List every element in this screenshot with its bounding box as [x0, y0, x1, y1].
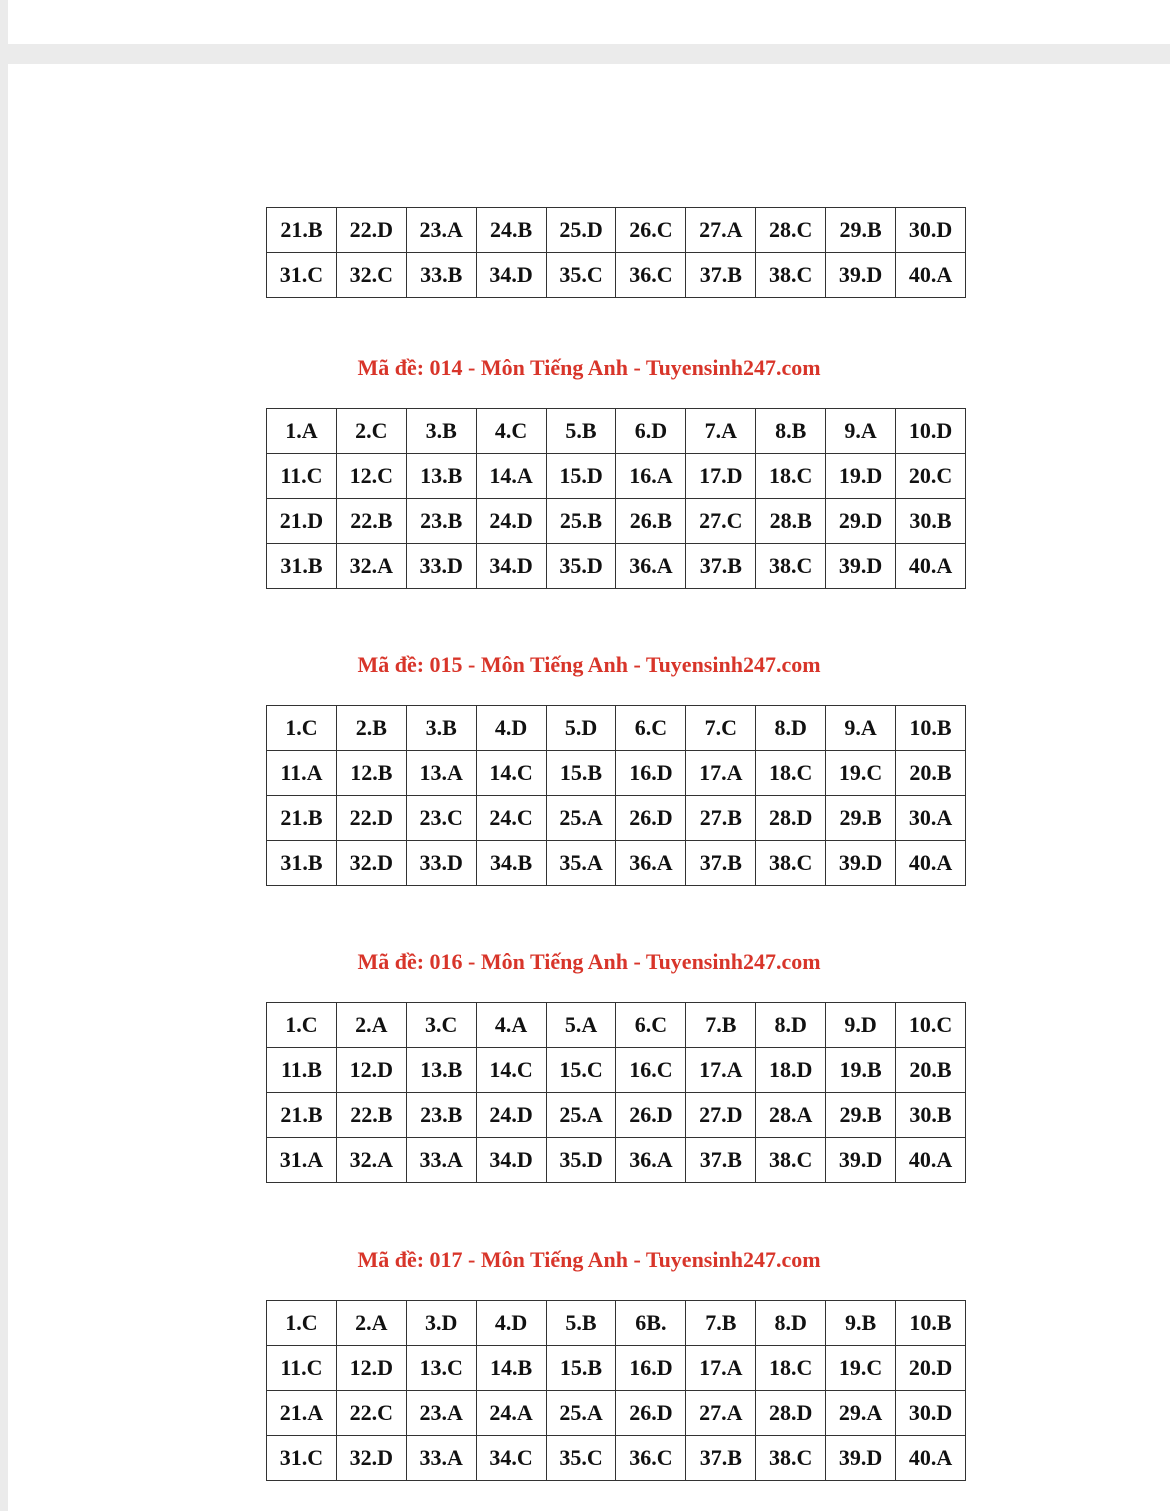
answer-cell: 4.C — [476, 409, 546, 454]
answer-cell: 13.C — [406, 1346, 476, 1391]
answer-cell: 37.B — [686, 1436, 756, 1481]
answer-cell: 11.A — [267, 751, 337, 796]
answer-cell: 40.A — [896, 1436, 966, 1481]
answer-cell: 14.C — [476, 1048, 546, 1093]
answer-row — [267, 544, 966, 589]
answer-cell: 10.D — [896, 409, 966, 454]
answer-key-heading: Mã đề: 014 - Môn Tiếng Anh - Tuyensinh247.com — [357, 355, 821, 380]
answer-cell: 34.D — [476, 1138, 546, 1183]
answer-key-heading: Mã đề: 016 - Môn Tiếng Anh - Tuyensinh247.com — [357, 949, 821, 974]
answer-cell: 37.B — [686, 253, 756, 298]
answer-cell: 34.B — [476, 841, 546, 886]
answer-cell: 29.B — [826, 796, 896, 841]
answer-cell: 7.B — [686, 1003, 756, 1048]
answer-cell: 15.C — [546, 1048, 616, 1093]
answer-cell: 3.C — [406, 1003, 476, 1048]
answer-cell: 4.D — [476, 706, 546, 751]
answer-cell: 35.D — [546, 544, 616, 589]
answer-cell: 31.B — [267, 841, 337, 886]
answer-cell: 19.C — [826, 751, 896, 796]
answer-cell: 1.C — [267, 1003, 337, 1048]
answer-row — [267, 796, 966, 841]
answer-cell: 34.D — [476, 253, 546, 298]
answer-cell: 30.D — [896, 1391, 966, 1436]
answer-cell: 26.D — [616, 796, 686, 841]
answer-cell: 5.A — [546, 1003, 616, 1048]
answer-cell: 9.D — [826, 1003, 896, 1048]
answer-cell: 20.B — [896, 1048, 966, 1093]
answer-cell: 23.A — [406, 208, 476, 253]
answer-cell: 40.A — [896, 544, 966, 589]
answer-cell: 36.A — [616, 544, 686, 589]
previous-page-edge — [8, 0, 1170, 44]
answer-cell: 23.B — [406, 499, 476, 544]
answer-cell: 35.D — [546, 1138, 616, 1183]
answer-cell: 4.D — [476, 1301, 546, 1346]
answer-cell: 28.D — [756, 796, 826, 841]
answer-key-table — [266, 1300, 966, 1481]
answer-cell: 3.B — [406, 409, 476, 454]
answer-cell: 30.B — [896, 499, 966, 544]
answer-cell: 3.B — [406, 706, 476, 751]
answer-cell: 39.D — [826, 253, 896, 298]
answer-cell: 1.C — [267, 706, 337, 751]
answer-cell: 19.B — [826, 1048, 896, 1093]
answer-cell: 16.C — [616, 1048, 686, 1093]
answer-cell: 11.C — [267, 454, 337, 499]
answer-cell: 32.D — [336, 1436, 406, 1481]
answer-cell: 27.B — [686, 796, 756, 841]
answer-cell: 40.A — [896, 253, 966, 298]
answer-cell: 2.B — [336, 706, 406, 751]
answer-cell: 16.A — [616, 454, 686, 499]
answer-cell: 38.C — [756, 253, 826, 298]
answer-row — [267, 1346, 966, 1391]
answer-cell: 16.D — [616, 751, 686, 796]
answer-row — [267, 706, 966, 751]
answer-cell: 6.C — [616, 706, 686, 751]
answer-cell: 32.D — [336, 841, 406, 886]
answer-cell: 1.C — [267, 1301, 337, 1346]
answer-cell: 26.D — [616, 1093, 686, 1138]
answer-row — [267, 1138, 966, 1183]
answer-cell: 10.B — [896, 1301, 966, 1346]
answer-cell: 5.B — [546, 1301, 616, 1346]
answer-cell: 13.B — [406, 454, 476, 499]
answer-key-table — [266, 1002, 966, 1183]
answer-cell: 30.A — [896, 796, 966, 841]
answer-cell: 32.A — [336, 1138, 406, 1183]
answer-cell: 39.D — [826, 1436, 896, 1481]
answer-cell: 21.B — [267, 796, 337, 841]
answer-key-table — [266, 207, 966, 298]
answer-cell: 35.C — [546, 1436, 616, 1481]
answer-cell: 15.B — [546, 1346, 616, 1391]
answer-cell: 8.B — [756, 409, 826, 454]
answer-cell: 25.A — [546, 796, 616, 841]
answer-cell: 1.A — [267, 409, 337, 454]
answer-cell: 25.D — [546, 208, 616, 253]
answer-cell: 28.A — [756, 1093, 826, 1138]
answer-cell: 24.A — [476, 1391, 546, 1436]
answer-cell: 37.B — [686, 544, 756, 589]
answer-cell: 4.A — [476, 1003, 546, 1048]
answer-cell: 36.C — [616, 1436, 686, 1481]
answer-cell: 32.A — [336, 544, 406, 589]
answer-cell: 7.A — [686, 409, 756, 454]
answer-cell: 39.D — [826, 841, 896, 886]
answer-cell: 2.A — [336, 1003, 406, 1048]
answer-cell: 7.C — [686, 706, 756, 751]
answer-cell: 17.D — [686, 454, 756, 499]
answer-cell: 37.B — [686, 841, 756, 886]
answer-row — [267, 454, 966, 499]
answer-row — [267, 208, 966, 253]
answer-cell: 26.C — [616, 208, 686, 253]
answer-cell: 12.D — [336, 1048, 406, 1093]
answer-cell: 19.C — [826, 1346, 896, 1391]
answer-row — [267, 1003, 966, 1048]
answer-cell: 28.C — [756, 208, 826, 253]
answer-cell: 2.C — [336, 409, 406, 454]
answer-cell: 7.B — [686, 1301, 756, 1346]
answer-cell: 39.D — [826, 544, 896, 589]
answer-cell: 22.D — [336, 796, 406, 841]
answer-cell: 20.B — [896, 751, 966, 796]
answer-key-table — [266, 408, 966, 589]
answer-cell: 23.A — [406, 1391, 476, 1436]
answer-cell: 32.C — [336, 253, 406, 298]
answer-cell: 39.D — [826, 1138, 896, 1183]
answer-cell: 11.C — [267, 1346, 337, 1391]
answer-cell: 2.A — [336, 1301, 406, 1346]
answer-cell: 33.A — [406, 1436, 476, 1481]
answer-cell: 18.C — [756, 1346, 826, 1391]
answer-cell: 25.A — [546, 1391, 616, 1436]
answer-cell: 29.B — [826, 1093, 896, 1138]
answer-row — [267, 841, 966, 886]
answer-cell: 33.D — [406, 544, 476, 589]
answer-key-heading: Mã đề: 015 - Môn Tiếng Anh - Tuyensinh247.com — [357, 652, 821, 677]
answer-cell: 29.A — [826, 1391, 896, 1436]
answer-cell: 20.D — [896, 1346, 966, 1391]
answer-cell: 29.D — [826, 499, 896, 544]
answer-cell: 25.B — [546, 499, 616, 544]
answer-cell: 38.C — [756, 1436, 826, 1481]
answer-row — [267, 1301, 966, 1346]
answer-cell: 9.B — [826, 1301, 896, 1346]
answer-row — [267, 409, 966, 454]
answer-cell: 8.D — [756, 1301, 826, 1346]
answer-cell: 40.A — [896, 1138, 966, 1183]
answer-cell: 29.B — [826, 208, 896, 253]
answer-row — [267, 253, 966, 298]
answer-cell: 24.D — [476, 499, 546, 544]
answer-cell: 18.C — [756, 751, 826, 796]
document-page — [8, 64, 1170, 1511]
answer-cell: 23.B — [406, 1093, 476, 1138]
answer-cell: 30.D — [896, 208, 966, 253]
answer-cell: 15.B — [546, 751, 616, 796]
answer-row — [267, 1391, 966, 1436]
answer-cell: 9.A — [826, 409, 896, 454]
answer-cell: 38.C — [756, 841, 826, 886]
answer-cell: 27.C — [686, 499, 756, 544]
answer-cell: 31.B — [267, 544, 337, 589]
answer-cell: 34.C — [476, 1436, 546, 1481]
answer-cell: 12.C — [336, 454, 406, 499]
answer-cell: 21.B — [267, 208, 337, 253]
answer-cell: 12.D — [336, 1346, 406, 1391]
answer-cell: 38.C — [756, 544, 826, 589]
answer-row — [267, 1093, 966, 1138]
answer-cell: 28.B — [756, 499, 826, 544]
answer-cell: 24.B — [476, 208, 546, 253]
answer-cell: 17.A — [686, 751, 756, 796]
answer-key-table — [266, 705, 966, 886]
answer-row — [267, 1048, 966, 1093]
answer-cell: 14.C — [476, 751, 546, 796]
answer-cell: 8.D — [756, 706, 826, 751]
answer-cell: 24.C — [476, 796, 546, 841]
answer-cell: 10.B — [896, 706, 966, 751]
answer-cell: 25.A — [546, 1093, 616, 1138]
answer-cell: 22.B — [336, 1093, 406, 1138]
answer-cell: 14.B — [476, 1346, 546, 1391]
answer-cell: 8.D — [756, 1003, 826, 1048]
answer-cell: 35.C — [546, 253, 616, 298]
answer-cell: 15.D — [546, 454, 616, 499]
answer-row — [267, 1436, 966, 1481]
answer-cell: 5.B — [546, 409, 616, 454]
answer-cell: 9.A — [826, 706, 896, 751]
answer-cell: 36.A — [616, 841, 686, 886]
answer-cell: 37.B — [686, 1138, 756, 1183]
answer-cell: 40.A — [896, 841, 966, 886]
answer-cell: 35.A — [546, 841, 616, 886]
answer-cell: 28.D — [756, 1391, 826, 1436]
answer-cell: 11.B — [267, 1048, 337, 1093]
answer-cell: 31.A — [267, 1138, 337, 1183]
answer-cell: 14.A — [476, 454, 546, 499]
answer-cell: 20.C — [896, 454, 966, 499]
answer-key-heading: Mã đề: 017 - Môn Tiếng Anh - Tuyensinh247.com — [357, 1247, 821, 1272]
answer-cell: 22.C — [336, 1391, 406, 1436]
answer-row — [267, 751, 966, 796]
answer-cell: 21.D — [267, 499, 337, 544]
answer-cell: 17.A — [686, 1048, 756, 1093]
answer-cell: 19.D — [826, 454, 896, 499]
answer-cell: 33.A — [406, 1138, 476, 1183]
answer-cell: 6B. — [616, 1301, 686, 1346]
answer-cell: 22.D — [336, 208, 406, 253]
answer-cell: 26.D — [616, 1391, 686, 1436]
answer-cell: 33.D — [406, 841, 476, 886]
answer-cell: 34.D — [476, 544, 546, 589]
answer-cell: 31.C — [267, 1436, 337, 1481]
answer-cell: 33.B — [406, 253, 476, 298]
answer-cell: 18.D — [756, 1048, 826, 1093]
answer-cell: 23.C — [406, 796, 476, 841]
answer-cell: 38.C — [756, 1138, 826, 1183]
answer-cell: 18.C — [756, 454, 826, 499]
answer-cell: 10.C — [896, 1003, 966, 1048]
answer-cell: 36.C — [616, 253, 686, 298]
answer-cell: 5.D — [546, 706, 616, 751]
answer-cell: 16.D — [616, 1346, 686, 1391]
answer-cell: 6.D — [616, 409, 686, 454]
answer-cell: 27.D — [686, 1093, 756, 1138]
answer-cell: 27.A — [686, 1391, 756, 1436]
answer-cell: 24.D — [476, 1093, 546, 1138]
answer-cell: 17.A — [686, 1346, 756, 1391]
answer-cell: 27.A — [686, 208, 756, 253]
answer-row — [267, 499, 966, 544]
answer-cell: 31.C — [267, 253, 337, 298]
answer-cell: 13.B — [406, 1048, 476, 1093]
answer-cell: 6.C — [616, 1003, 686, 1048]
answer-cell: 36.A — [616, 1138, 686, 1183]
answer-cell: 30.B — [896, 1093, 966, 1138]
answer-cell: 21.A — [267, 1391, 337, 1436]
answer-cell: 21.B — [267, 1093, 337, 1138]
answer-cell: 22.B — [336, 499, 406, 544]
answer-cell: 13.A — [406, 751, 476, 796]
answer-cell: 12.B — [336, 751, 406, 796]
answer-cell: 3.D — [406, 1301, 476, 1346]
answer-cell: 26.B — [616, 499, 686, 544]
